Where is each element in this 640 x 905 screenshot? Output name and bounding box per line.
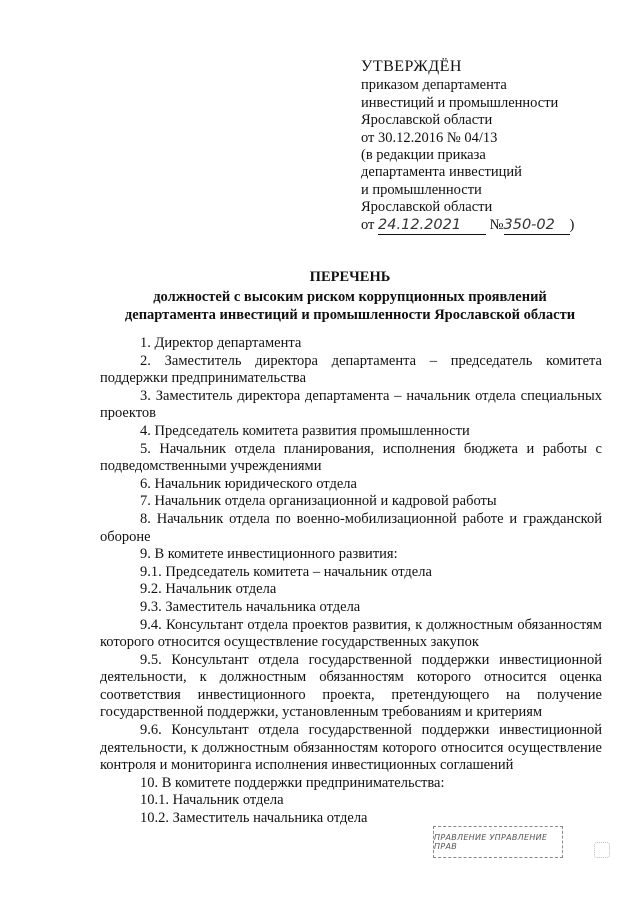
positions-list	[100, 335, 602, 828]
list-item: 9.6. Консультант отдела государственной поддержки инвестиционной деятельности, к должностным обязанностям которого относится осуществление контроля и мониторинга исполнения инвестиционных соглашений	[100, 722, 602, 774]
stamp-text: ПРАВЛЕНИЕ УПРАВЛЕНИЕ ПРАВ	[434, 833, 548, 851]
list-item: 6. Начальник юридического отдела	[140, 475, 357, 492]
office-stamp	[433, 826, 563, 858]
list-item: 5. Начальник отдела планирования, исполнения бюджета и работы с подведомственными учреждениями	[100, 440, 602, 475]
approval-line: от 30.12.2016 № 04/13	[361, 129, 498, 146]
number-field	[504, 217, 570, 235]
approval-line: (в редакции приказа	[361, 147, 486, 164]
date-field	[378, 217, 486, 235]
approval-title: УТВЕРЖДЁН	[361, 58, 462, 75]
approval-line: приказом департамента	[361, 77, 507, 94]
scan-mark	[594, 842, 610, 858]
list-item: 9. В комитете инвестиционного развития:	[140, 546, 398, 563]
approval-line: инвестиций и промышленности	[361, 94, 559, 111]
approval-block	[361, 58, 621, 235]
approval-line: Ярославской области	[361, 112, 493, 129]
list-item: 9.3. Заместитель начальника отдела	[140, 598, 361, 615]
approval-date-line	[361, 217, 621, 235]
list-item: 9.5. Консультант отдела государственной поддержки инвестиционной деятельности, к должностным обязанностям которого относится оценка соответствия инвестиционного проекта, претендующего на получение государственной поддержки, установленным требованиям и критериям	[100, 651, 602, 721]
list-item: 10.1. Начальник отдела	[140, 792, 284, 809]
list-item: 8. Начальник отдела по военно-мобилизационной работе и гражданской обороне	[100, 510, 602, 545]
handwritten-date: 24.12.2021	[378, 216, 462, 233]
document-subtitle-line2: департамента инвестиций и промышленности Ярославской области	[124, 307, 576, 323]
approval-line: департамента инвестиций	[361, 164, 522, 181]
approval-line: и промышленности	[361, 181, 482, 198]
document-title: ПЕРЕЧЕНЬ	[309, 269, 391, 285]
list-item: 2. Заместитель директора департамента – председатель комитета поддержки предпринимательства	[100, 352, 602, 387]
list-item: 9.1. Председатель комитета – начальник отдела	[140, 563, 432, 580]
list-item: 9.4. Консультант отдела проектов развития, к должностным обязанностям которого относится осуществление государственных закупок	[100, 616, 602, 651]
list-item: 10.2. Заместитель начальника отдела	[140, 810, 368, 827]
list-item: 9.2. Начальник отдела	[140, 581, 277, 598]
document-subtitle-line1: должностей с высоким риском коррупционных проявлений	[153, 289, 547, 305]
list-item: 7. Начальник отдела организационной и кадровой работы	[140, 493, 497, 510]
approval-line: Ярославской области	[361, 199, 493, 216]
date-prefix: от	[361, 216, 375, 233]
handwritten-number: 350-02	[503, 216, 555, 233]
list-item: 10. В комитете поддержки предпринимательства:	[140, 774, 445, 791]
closing-paren: )	[569, 216, 575, 233]
list-item: 3. Заместитель директора департамента – начальник отдела специальных проектов	[100, 387, 602, 422]
number-prefix: №	[489, 216, 504, 233]
list-item: 1. Директор департамента	[140, 335, 302, 351]
list-item: 4. Председатель комитета развития промышленности	[140, 422, 470, 439]
